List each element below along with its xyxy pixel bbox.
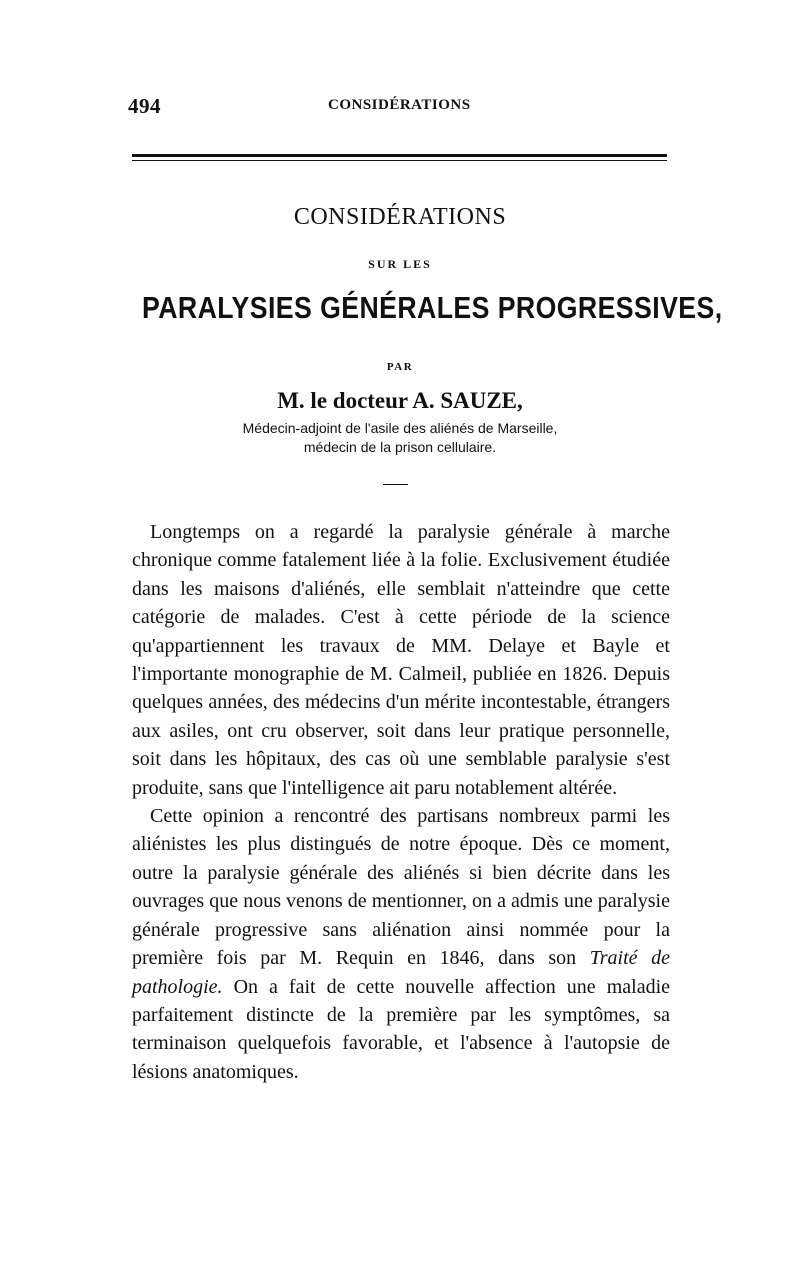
page-header: [128, 94, 670, 118]
paragraph-1: Longtemps on a regardé la paralysie générale à marche chronique comme fatalement liée à la folie. Exclusivement étudiée dans les maisons d'aliénés, elle semblait n'atteindre que cette catégorie de malades. C'est à cette période de la science qu'appartiennent les travaux de MM. Delaye et Bayle et l'importante monographie de M. Calmeil, publiée en 1826. Depuis quelques années, des médecins d'un mérite incontestable, étrangers aux asiles, ont cru observer, soit dans leur pratique personnelle, soit dans les hôpitaux, des cas où une semblable paralysie s'est produite, sans que l'intelligence ait paru notablement altérée.: [132, 521, 670, 799]
title-line-2: SUR LES: [368, 257, 432, 271]
book-title: Traité de pathologie.: [132, 947, 671, 998]
by-line: PAR: [386, 361, 414, 373]
author-affiliation-2: médecin de la prison cellulaire.: [303, 439, 497, 455]
paragraph-2-start: Cette opinion a rencontré des partisans nombreux parmi les aliénistes les plus distingués de notre époque. Dès ce moment, outre la paralysie générale des aliénés si bien décrite dans les ouvrages que nous venons de mentionner, on a admis une paralysie générale progressive sans aliénation ainsi nommée pour la première fois par M. Requin en 1846, dans son: [132, 805, 670, 970]
title-line-1: CONSIDÉRATIONS: [293, 204, 507, 230]
author-affiliation-1: Médecin-adjoint de l'asile des aliénés de Marseille,: [242, 420, 558, 436]
main-title: PARALYSIES GÉNÉRALES PROGRESSIVES,: [142, 290, 723, 325]
paragraph-2-end: On a fait de cette nouvelle affection une maladie parfaitement distincte de la première par les symptômes, sa terminaison quelquefois favorable, et l'absence à l'autopsie de lésions anatomiques.: [132, 975, 670, 1083]
running-head: CONSIDÉRATIONS: [328, 97, 471, 113]
header-rule-thick: [132, 154, 667, 157]
body-text: [132, 518, 670, 1086]
paragraph-2: [132, 802, 670, 1086]
page-number: 494: [128, 94, 161, 118]
author-name: M. le docteur A. SAUZE,: [277, 388, 523, 413]
header-rule-thin: [132, 160, 667, 161]
section-divider: [383, 484, 408, 485]
